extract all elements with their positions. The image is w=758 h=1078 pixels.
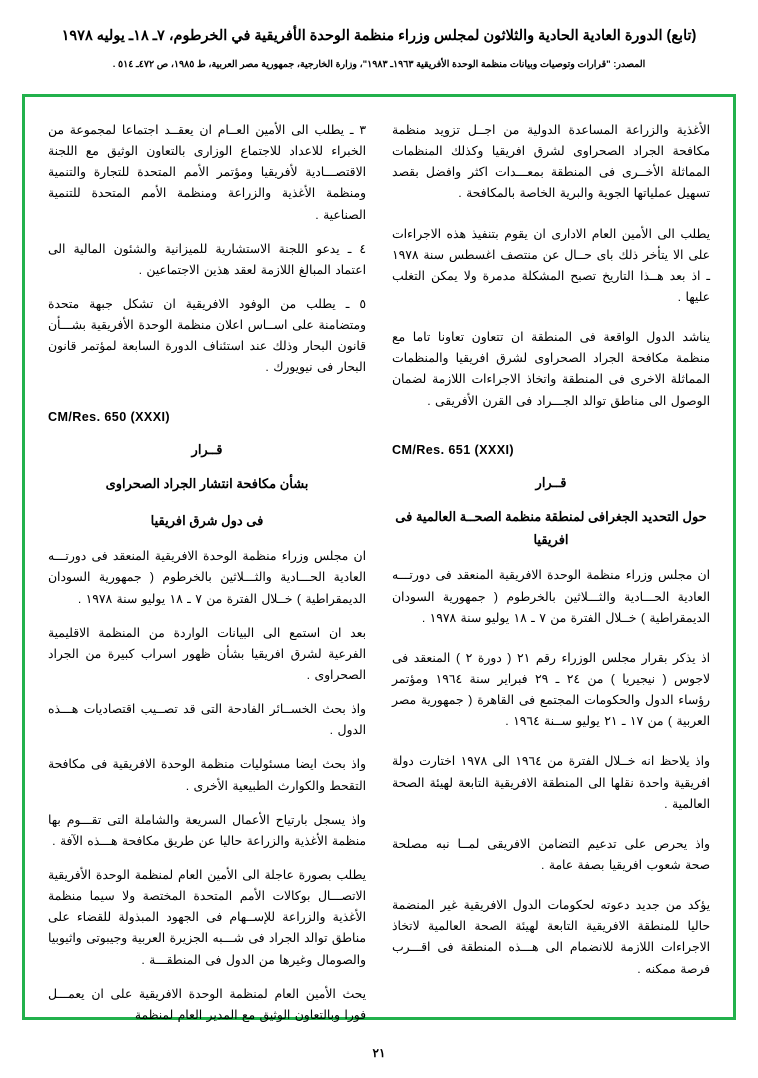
resolution-heading: قــرار — [535, 474, 567, 490]
resolution-title: حول التحديد الجغرافى لمنطقة منظمة الصحــة العالمية فى افريقيا — [395, 508, 707, 548]
paragraph: الأغذية والزراعة المساعدة الدولية من اجــل تزويد منظمة مكافحة الجراد الصحراوى لشرق افريقيا وكذلك المنظمات المماثلة الأخــرى فى المنطقة بمعـــدات اكثر وافضل بقصد تسهيل عملياتها الجوية والبرية الخاصة بالمكافحة . — [392, 123, 710, 201]
paragraph: واذ بحث الخســائر الفادحة التى قد تصــيب اقتصاديات هـــذه الدول . — [48, 702, 366, 738]
paragraph: يؤكد من جديد دعوته لحكومات الدول الافريقية غير المنضمة حاليا للمنطقة الافريقية التابعة لهيئة الصحة العالمية لاتخاذ الاجراءات اللازمة للانضمام الى هـــذه المنطقة فى اقـــرب فرصة ممكنه . — [392, 898, 710, 976]
resolution-title-line-1: بشأن مكافحة انتشار الجراد الصحراوى — [105, 475, 309, 491]
header-source: المصدر: "قرارات وتوصيات وبيانات منظمة الوحدة الأفريقية ١٩٦٣ـ ١٩٨٣"، وزارة الخارجية، جمهورية مصر العربية، ط ١٩٨٥، ص ٤٧٢ـ ٥١٤ . — [112, 58, 646, 70]
paragraph: واذ بحث ايضا مسئوليات منظمة الوحدة الافريقية فى مكافحة التقحط والكوارث الطبيعية الأخرى . — [48, 757, 366, 793]
numbered-paragraph: ٣ ـ يطلب الى الأمين العــام ان يعقــد اجتماعا لمجموعة من الخبراء للاعداد للاجتماع الوزارى بالتعاون الوثيق مع اللجنة الاقتصـــادية لأفريقيا ومؤتمر الأمم المتحدة للتجارة والتنمية ومنظمة الأغذية والزراعة ومنظمة الأمم المتحدة للتنمية الصناعية . — [48, 123, 366, 222]
paragraph: واذ يلاحظ انه خــلال الفترة من ١٩٦٤ الى ١٩٧٨ اختارت دولة افريقية واحدة نقلها الى المنطقة الافريقية التابعة لهيئة الصحة العالمية . — [392, 754, 710, 811]
paragraph: واذ يسجل بارتياح الأعمال السريعة والشاملة التى تقـــوم بها منظمة الأغذية والزراعة حاليا عن طريق مكافحة هـــذه الآفة . — [48, 812, 366, 848]
resolution-title-line-2: فى دول شرق افريقيا — [150, 512, 264, 528]
paragraph: ان مجلس وزراء منظمة الوحدة الافريقية المنعقد فى دورتـــه العادية الحـــادية والثـــلاثين بالخرطوم ( جمهورية السودان الديمقراطية ) خــلال الفترة من ٧ ـ ١٨ يوليو سنة ١٩٧٨ . — [392, 568, 710, 625]
paragraph: يطلب بصورة عاجلة الى الأمين العام لمنظمة الوحدة الأفريقية الاتصـــال بوكالات الأمم المتحدة المختصة ولا سيما منظمة الأغذية والزراعة للإســهام فى الجهود المبذولة للقضاء على مناطق توالد الجراد فى شـــبه الجزيرة العربية وجيبوتى واثيوبيا والصومال وغيرها من الدول فى المنطقـــة . — [48, 868, 366, 967]
paragraph: ان مجلس وزراء منظمة الوحدة الافريقية المنعقد فى دورتـــه العادية الحـــادية والثـــلاثين بالخرطوم ( جمهورية السودان الديمقراطية ) خــلال الفترة من ٧ ـ ١٨ يوليو سنة ١٩٧٨ . — [48, 549, 366, 606]
right-column — [392, 120, 710, 1000]
left-column — [48, 120, 366, 1022]
paragraph: يحث الأمين العام لمنظمة الوحدة الافريقية على ان يعمـــل فورا وبالتعاون الوثيق مع المدير العام لمنظمة — [48, 986, 366, 1022]
resolution-heading: قــرار — [191, 441, 223, 457]
numbered-paragraph: ٤ ـ يدعو اللجنة الاستشارية للميزانية والشئون المالية الى اعتماد المبالغ اللازمة لعقد هذين الاجتماعين . — [48, 241, 366, 277]
paragraph: يطلب الى الأمين العام الادارى ان يقوم بتنفيذ هذه الاجراءات على الا يتأخر ذلك باى حــال عن منتصف اغسطس سنة ١٩٧٨ ـ اذ بعد هــذا التاريخ تصبح المشكلة مدمرة ولا يمكن التغلب عليها . — [392, 226, 710, 304]
paragraph: يناشد الدول الواقعة فى المنطقة ان تتعاون تعاونا تاما مع منظمة مكافحة الجراد الصحراوى لشرق افريقيا والمنظمات المماثلة الاخرى فى المنطقة واتخاذ الاجراءات اللازمة لضمان الوصول الى مناطق توالد الجـــراد فى القرن الأفريقى . — [392, 330, 710, 408]
header-title: (تابع) الدورة العادية الحادية والثلاثون لمجلس وزراء منظمة الوحدة الأفريقية في الخرطوم، ٧ـ ١٨ـ يوليه ١٩٧٨ — [61, 28, 697, 44]
resolution-id: CM/Res. 651 (XXXI) — [392, 442, 514, 457]
two-column-body — [34, 106, 724, 1022]
resolution-id: CM/Res. 650 (XXXI) — [48, 409, 170, 424]
paragraph: واذ يحرص على تدعيم التضامن الافريقى لمــا نبه مصلحة صحة شعوب افريقيا بصفة عامة . — [392, 836, 710, 873]
page-header — [0, 0, 758, 78]
numbered-paragraph: ٥ ـ يطلب من الوفود الافريقية ان تشكل جبهة متحدة ومتضامنة على اســاس اعلان منظمة الوحدة الأفريقية بشـــأن قانون البحار وذلك عند استئناف الدورة السابعة لمؤتمر قانون البحار فى نيويورك . — [48, 296, 366, 375]
paragraph: اذ يذكر بقرار مجلس الوزراء رقم ٢١ ( دورة ٢ ) المنعقد فى لاجوس ( نيجيريا ) من ٢٤ ـ ٢٩ فبراير سنة ١٩٦٤ ومؤتمر رؤساء الدول والحكومات المجتمع فى القاهرة ( جمهورية مصر العربية ) من ١٧ ـ ٢١ يوليو ســنة ١٩٦٤ . — [392, 650, 711, 729]
page-number: ٢١ — [372, 1046, 386, 1060]
paragraph: بعد ان استمع الى البيانات الواردة من المنظمة الاقليمية الفرعية لشرق افريقيا بشأن ظهور اسراب كبيرة من الجراد الصحراوى . — [48, 625, 366, 683]
